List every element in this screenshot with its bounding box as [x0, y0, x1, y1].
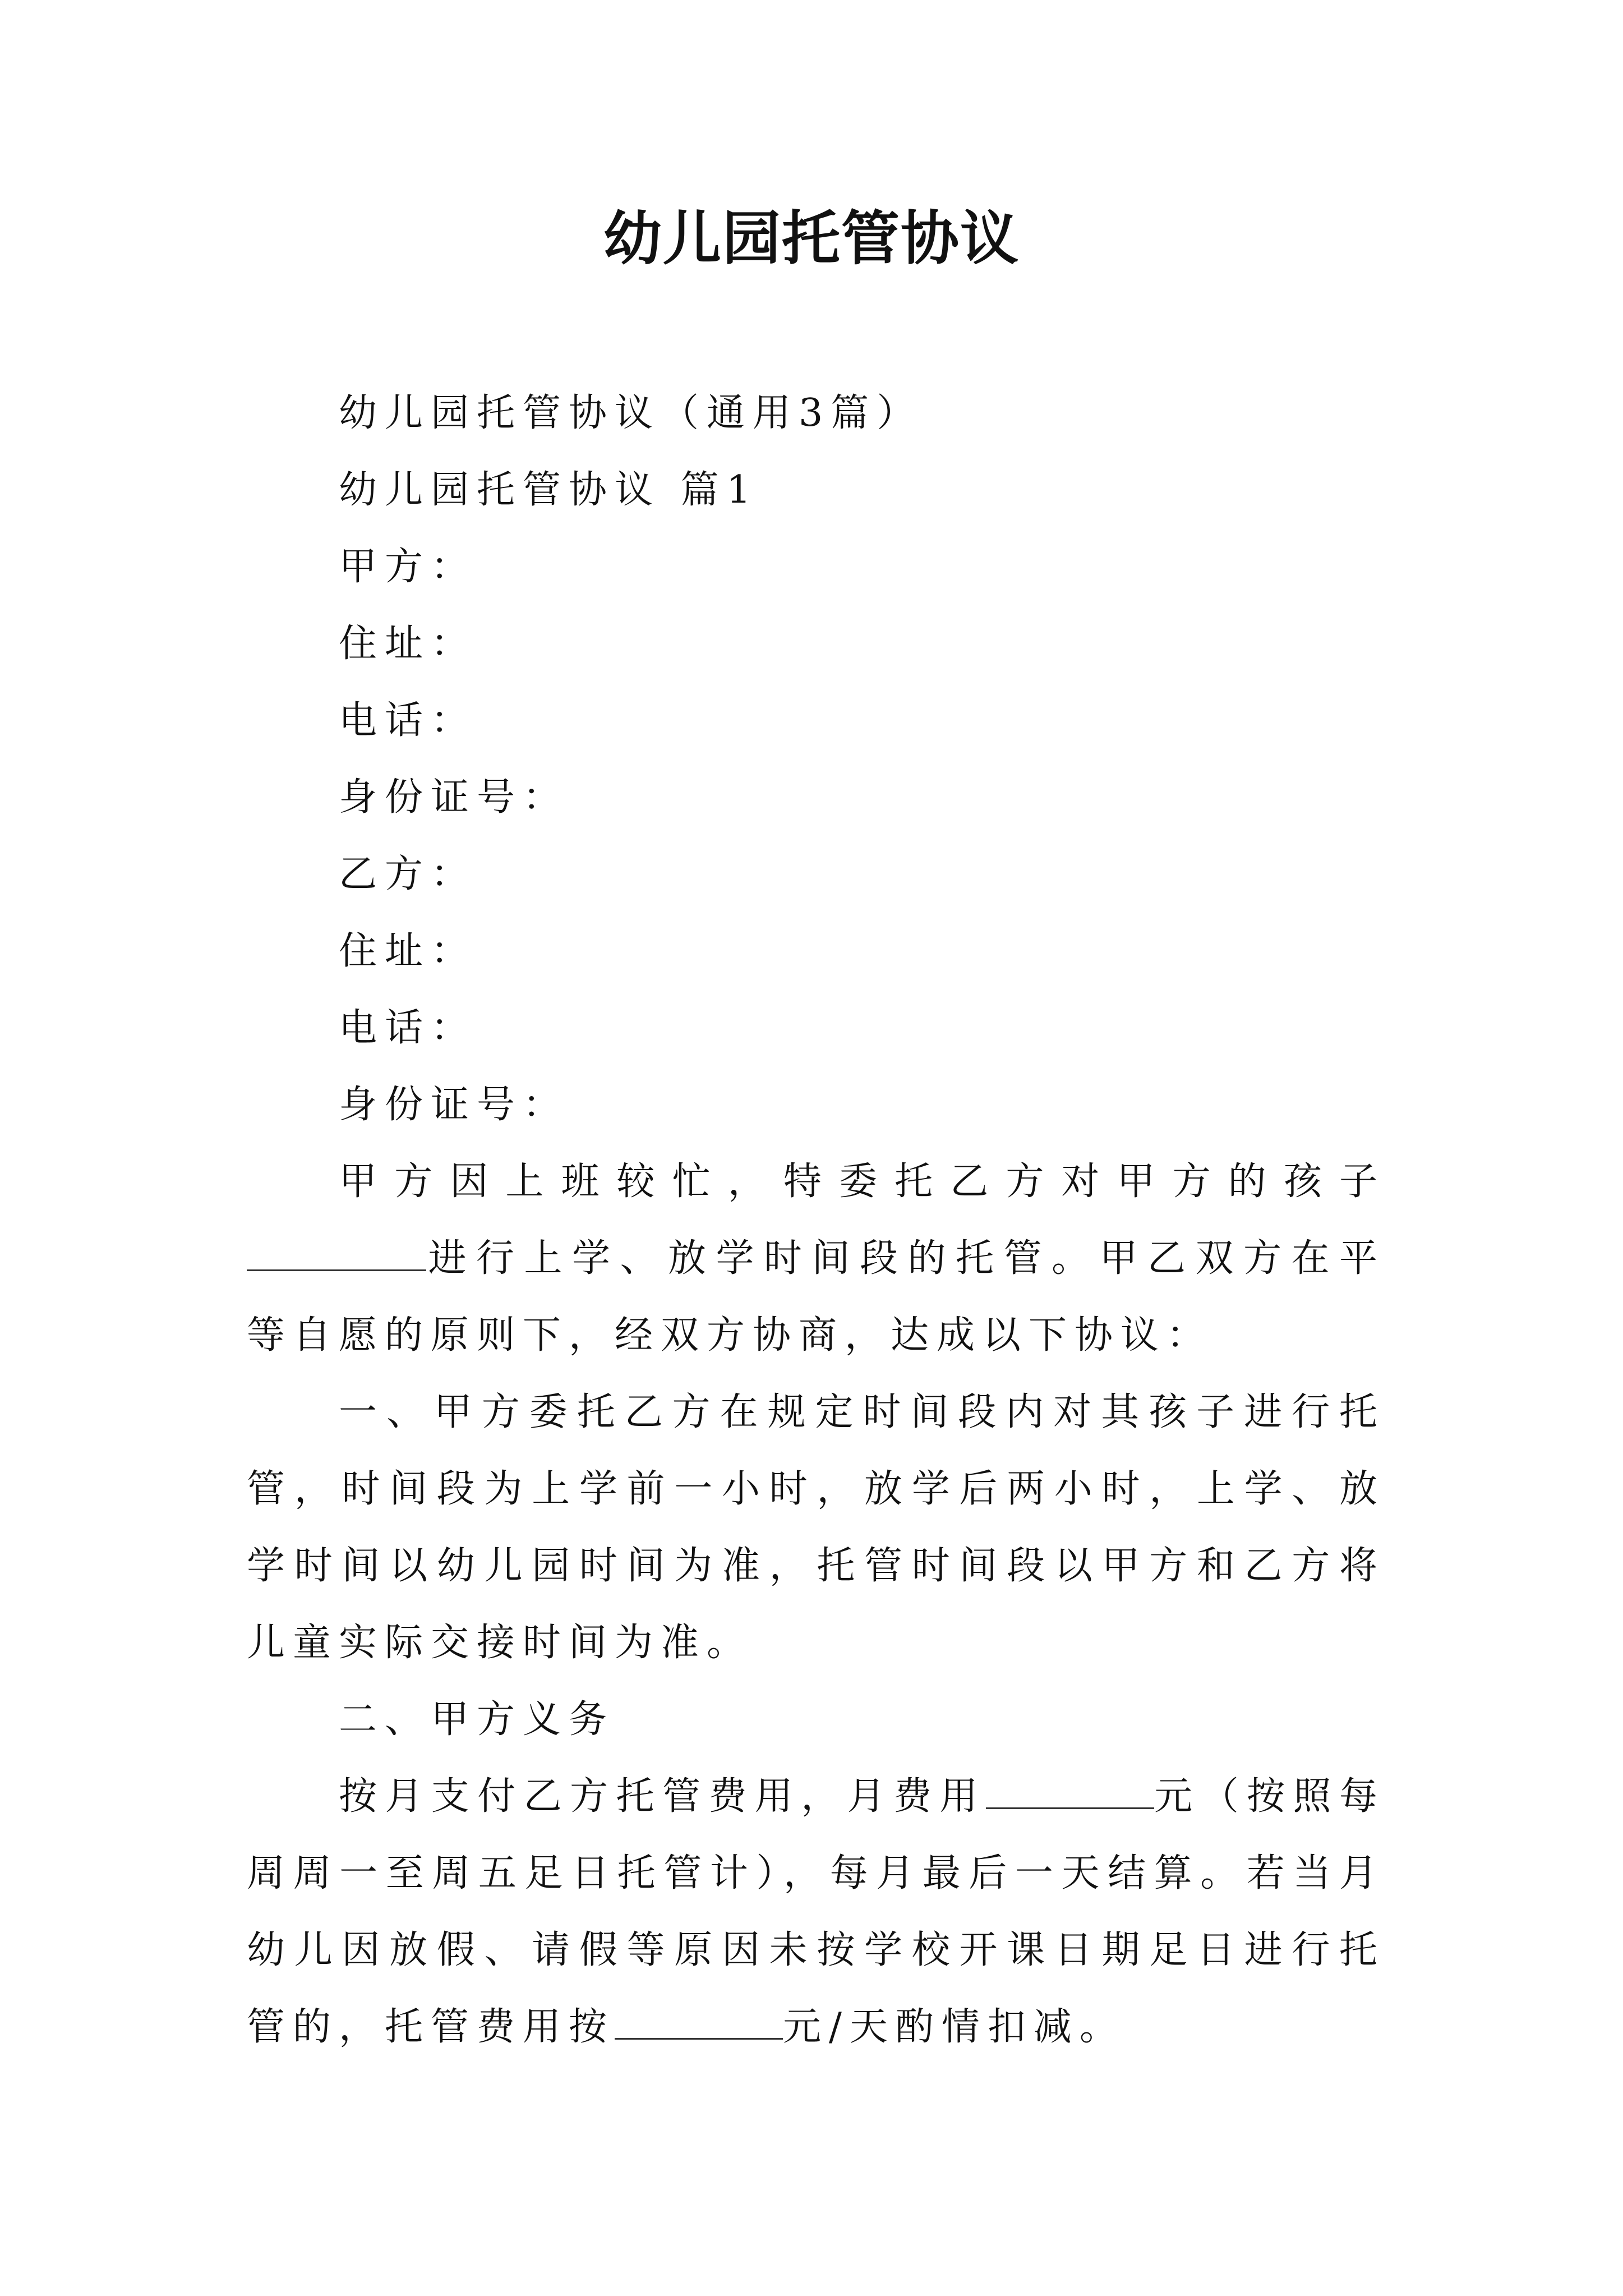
- fee-text-c: 元/天酌情扣减。: [783, 2005, 1126, 2049]
- party-a-id: 身份证号：: [339, 775, 569, 820]
- fee-text-b: 元（按照每周周一至周五足日托管计），每月最后一天结算。若当月幼儿因放假、请假等原因未按学校开课日期足日进行托管的，托管费用按: [247, 1774, 1385, 2049]
- party-b-id: 身份证号：: [339, 1083, 569, 1127]
- monthly-fee-blank: [986, 1774, 1154, 1809]
- fee-text-a: 按月支付乙方托管费用，月费用: [339, 1774, 986, 1819]
- subtitle: 幼儿园托管协议（通用3篇）: [339, 391, 923, 435]
- item-1-paragraph: 一、甲方委托乙方在规定时间段内对其孩子进行托管，时间段为上学前一小时，放学后两小时，上学、放学时间以幼儿园时间为准，托管时间段以甲方和乙方将儿童实际交接时间为准。: [247, 1390, 1385, 1665]
- section-heading: 幼儿园托管协议 篇1: [339, 468, 759, 512]
- party-a-label: 甲方：: [339, 545, 477, 589]
- item-2-heading: 二、甲方义务: [339, 1697, 615, 1742]
- party-b-address: 住址：: [339, 929, 477, 973]
- document-title: 幼儿园托管协议: [603, 204, 1020, 273]
- fee-paragraph: [247, 1758, 1385, 2065]
- intro-text-b: 进行上学、放学时间段的托管。甲乙双方在平等自愿的原则下，经双方协商，达成以下协议：: [247, 1236, 1385, 1358]
- party-b-label: 乙方：: [339, 852, 477, 896]
- party-b-phone: 电话：: [339, 1006, 477, 1050]
- party-a-phone: 电话：: [339, 698, 477, 743]
- intro-text-a: 甲方因上班较忙，特委托乙方对甲方的孩子: [339, 1159, 1385, 1204]
- document-body: [247, 375, 1385, 2065]
- intro-paragraph: [247, 1143, 1385, 1374]
- party-a-address: 住址：: [339, 622, 477, 666]
- child-name-blank: [247, 1236, 426, 1271]
- daily-deduction-blank: [615, 2004, 783, 2040]
